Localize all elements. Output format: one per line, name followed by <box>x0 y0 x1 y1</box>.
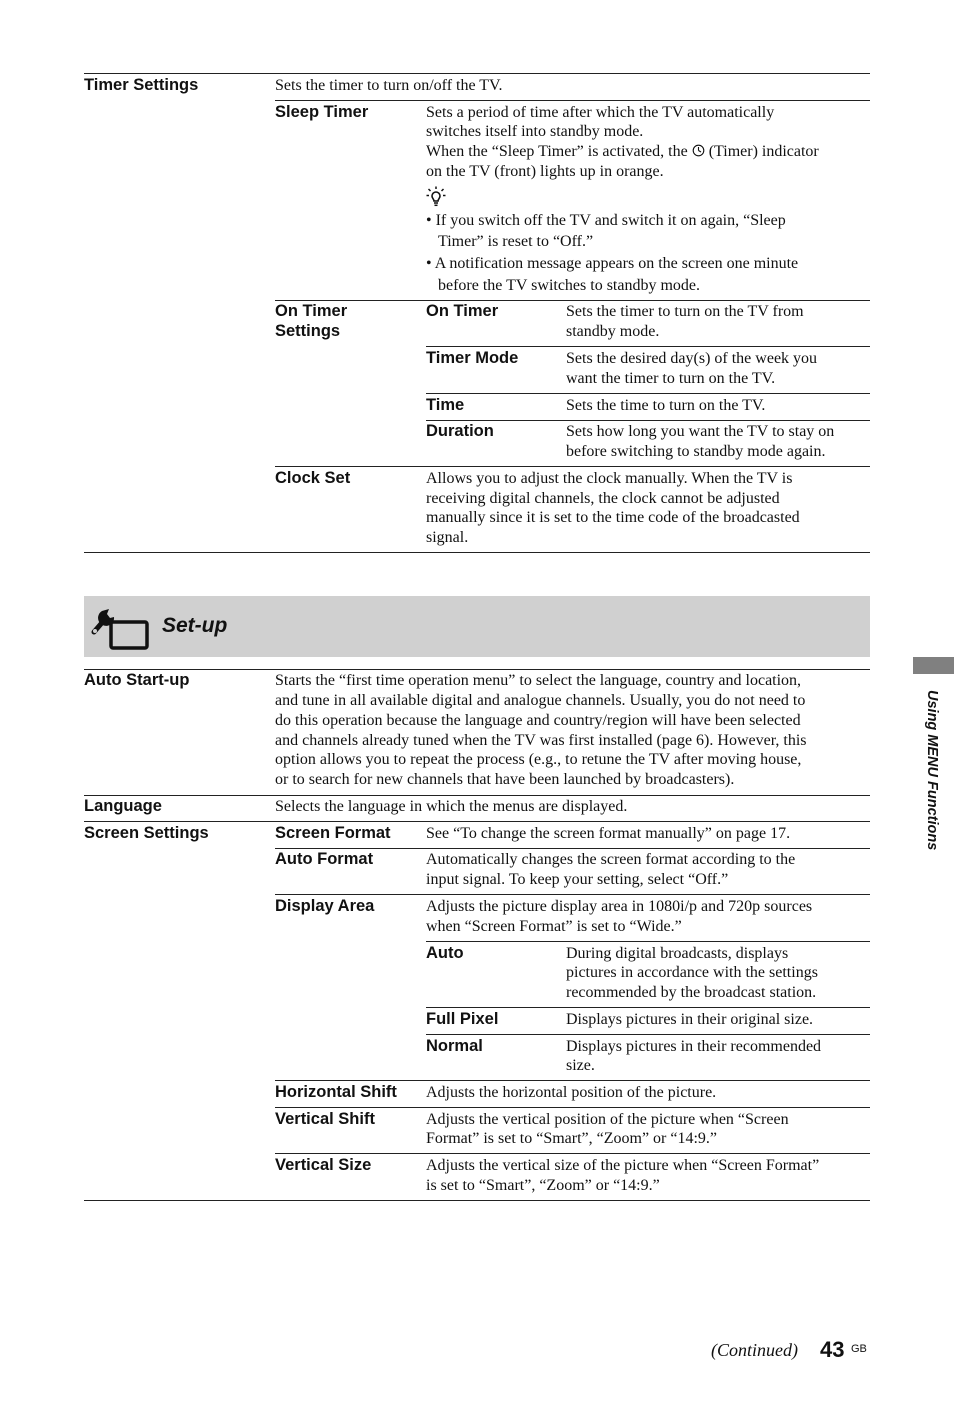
screen-format-desc: See “To change the screen format manually” on page 17. <box>426 825 791 842</box>
normal-desc: size. <box>566 1057 595 1074</box>
auto-startup-desc: and channels already tuned when the TV was first installed (page 6). However, this <box>275 732 807 749</box>
duration-label: Duration <box>426 422 494 440</box>
row-divider <box>426 1034 870 1035</box>
sleep-timer-desc-part: When the “Sleep Timer” is activated, the <box>426 143 688 160</box>
auto-format-desc: Automatically changes the screen format according to the <box>426 851 796 868</box>
display-area-desc: when “Screen Format” is set to “Wide.” <box>426 918 682 935</box>
clock-set-desc: Allows you to adjust the clock manually. When the TV is <box>426 470 793 487</box>
full-pixel-label: Full Pixel <box>426 1010 499 1028</box>
clock-set-label: Clock Set <box>275 469 351 487</box>
language-label: Language <box>84 797 162 815</box>
clock-set-desc: signal. <box>426 529 469 546</box>
page-number: 43 <box>820 1337 845 1362</box>
auto-startup-desc: Starts the “first time operation menu” to select the language, country and location, <box>275 672 802 689</box>
duration-desc: before switching to standby mode again. <box>566 443 826 460</box>
sleep-timer-desc-part: (Timer) indicator <box>708 143 819 160</box>
row-divider <box>426 393 870 394</box>
vertical-size-label: Vertical Size <box>275 1156 372 1174</box>
display-area-label: Display Area <box>275 897 375 915</box>
clock-set-desc: receiving digital channels, the clock cannot be adjusted <box>426 490 780 507</box>
clock-set-desc: manually since it is set to the time code of the broadcasted <box>426 509 800 526</box>
vertical-size-desc: is set to “Smart”, “Zoom” or “14:9.” <box>426 1177 660 1194</box>
auto-desc: recommended by the broadcast station. <box>566 984 817 1001</box>
normal-desc: Displays pictures in their recommended <box>566 1038 822 1055</box>
lightbulb-icon <box>426 186 446 208</box>
on-timer-settings-label: On Timer <box>275 302 348 320</box>
row-divider <box>275 1153 870 1154</box>
row-divider <box>84 795 870 796</box>
screen-settings-label: Screen Settings <box>84 824 209 842</box>
full-pixel-desc: Displays pictures in their original size. <box>566 1011 814 1028</box>
on-timer-settings-label: Settings <box>275 322 341 340</box>
auto-desc: pictures in accordance with the settings <box>566 964 818 981</box>
horizontal-shift-desc: Adjusts the horizontal position of the picture. <box>426 1084 717 1101</box>
timer-mode-label: Timer Mode <box>426 349 519 367</box>
auto-desc: During digital broadcasts, displays <box>566 945 789 962</box>
vertical-shift-label: Vertical Shift <box>275 1110 375 1128</box>
row-divider <box>275 848 870 849</box>
row-divider <box>275 1080 870 1081</box>
horizontal-shift-label: Horizontal Shift <box>275 1083 397 1101</box>
page-suffix: GB <box>851 1343 867 1355</box>
sleep-timer-label: Sleep Timer <box>275 103 369 121</box>
timer-mode-desc: Sets the desired day(s) of the week you <box>566 350 818 367</box>
timer-icon <box>692 143 705 156</box>
row-divider <box>426 420 870 421</box>
wrench-tv-icon <box>90 604 150 650</box>
row-divider <box>275 300 870 301</box>
table-top-rule <box>84 669 870 670</box>
sleep-timer-desc-line: switches itself into standby mode. <box>426 123 644 140</box>
sleep-timer-desc-line: on the TV (front) lights up in orange. <box>426 163 664 180</box>
auto-startup-desc: or to search for new channels that have been launched by broadcasters). <box>275 771 735 788</box>
tip-bullet: • A notification message appears on the screen one minute <box>426 255 799 272</box>
auto-startup-label: Auto Start-up <box>84 671 190 689</box>
table-bottom-rule <box>84 552 870 553</box>
section-tab-marker <box>913 657 954 674</box>
row-divider <box>275 894 870 895</box>
section-title: Set-up <box>162 614 228 637</box>
vertical-size-desc: Adjusts the vertical size of the picture when “Screen Format” <box>426 1157 820 1174</box>
table-top-rule <box>84 73 870 74</box>
row-divider <box>84 821 870 822</box>
row-divider <box>275 100 870 101</box>
language-desc: Selects the language in which the menus are displayed. <box>275 798 628 815</box>
tip-bullet-cont: Timer” is reset to “Off.” <box>438 233 594 250</box>
row-divider <box>426 941 870 942</box>
table-bottom-rule <box>84 1200 870 1201</box>
auto-format-label: Auto Format <box>275 850 374 868</box>
on-timer-label: On Timer <box>426 302 499 320</box>
timer-mode-desc: want the timer to turn on the TV. <box>566 370 776 387</box>
section-side-label: Using MENU Functions <box>924 690 940 851</box>
auto-startup-desc: option allows you to repeat the process (e.g., to retune the TV after moving house, <box>275 751 802 768</box>
vertical-shift-desc: Adjusts the vertical position of the picture when “Screen <box>426 1111 789 1128</box>
sleep-timer-desc-line <box>426 142 819 162</box>
auto-label: Auto <box>426 944 464 962</box>
on-timer-desc: standby mode. <box>566 323 660 340</box>
duration-desc: Sets how long you want the TV to stay on <box>566 423 835 440</box>
timer-settings-label: Timer Settings <box>84 76 199 94</box>
setup-banner <box>84 596 870 657</box>
normal-label: Normal <box>426 1037 483 1055</box>
screen-format-label: Screen Format <box>275 824 391 842</box>
row-divider <box>426 1007 870 1008</box>
continued-note: (Continued) <box>711 1340 798 1360</box>
tip-bullet-cont: before the TV switches to standby mode. <box>438 277 701 294</box>
auto-format-desc: input signal. To keep your setting, select “Off.” <box>426 871 729 888</box>
time-desc: Sets the time to turn on the TV. <box>566 397 766 414</box>
sleep-timer-desc-line: Sets a period of time after which the TV automatically <box>426 104 775 121</box>
on-timer-desc: Sets the timer to turn on the TV from <box>566 303 804 320</box>
time-label: Time <box>426 396 465 414</box>
display-area-desc: Adjusts the picture display area in 1080i/p and 720p sources <box>426 898 813 915</box>
auto-startup-desc: do this operation because the language and country/region will have been selected <box>275 712 801 729</box>
row-divider <box>275 1107 870 1108</box>
row-divider <box>275 466 870 467</box>
tip-bullet: • If you switch off the TV and switch it on again, “Sleep <box>426 212 786 229</box>
vertical-shift-desc: Format” is set to “Smart”, “Zoom” or “14:9.” <box>426 1130 718 1147</box>
auto-startup-desc: and tune in all available digital and analogue channels. Usually, you do not need to <box>275 692 806 709</box>
timer-settings-desc: Sets the timer to turn on/off the TV. <box>275 77 503 94</box>
row-divider <box>426 346 870 347</box>
